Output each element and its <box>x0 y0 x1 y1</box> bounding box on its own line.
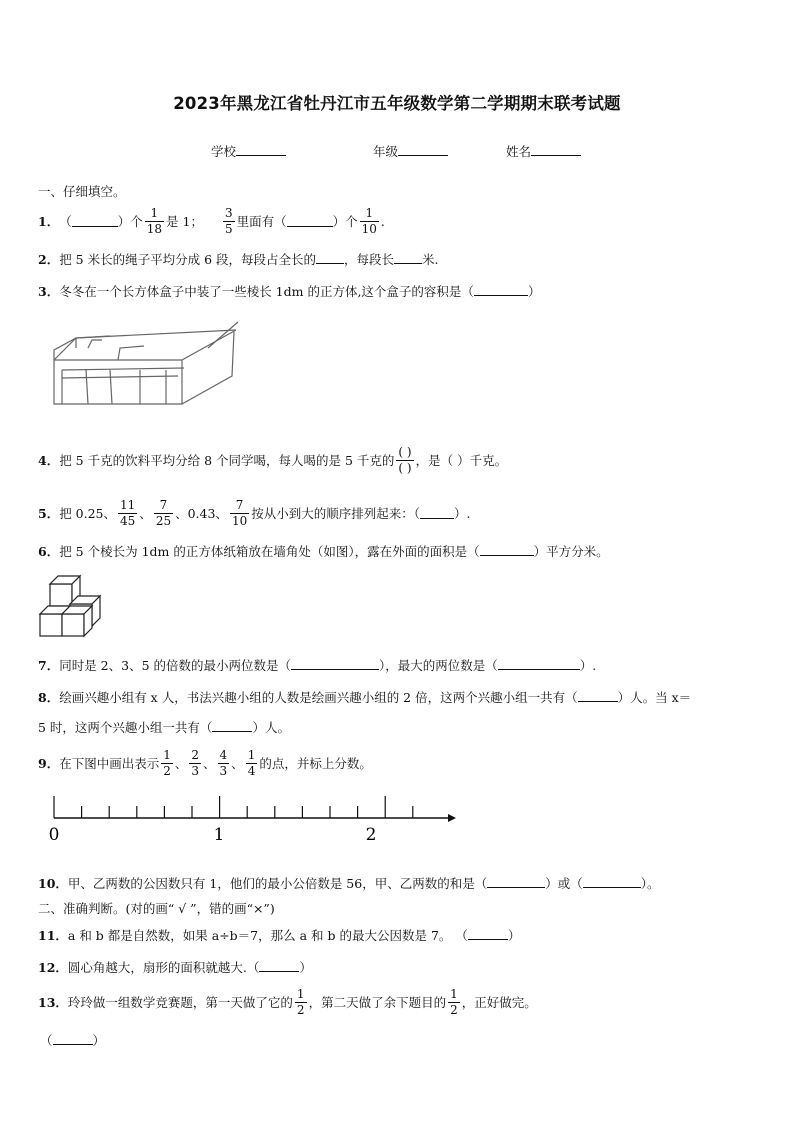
text: （ <box>59 214 72 229</box>
question-1: 1． （ ）个 $\frac{1}{18}$ 是 1； $\frac{3}{5}$ 里面有（ ）个 $\frac{1}{10}$ . <box>38 205 385 236</box>
question-9: 9． 在下图中画出表示 $\frac{1}{2}$ 、 $\frac{2}{3}$ 、 $\frac{4}{3}$ 、 $\frac{1}{4}$ 的点，并标上分数。 <box>38 747 372 778</box>
question-8 <box>38 688 691 706</box>
section-1-heading: 一、仔细填空。 <box>38 184 126 199</box>
text: 是 1； <box>166 214 203 229</box>
question-number: 9． <box>38 756 60 771</box>
text: 同时是 2、3、5 的倍数的最小两位数是（ <box>59 658 292 673</box>
text: ，每段长 <box>344 252 395 267</box>
grade-label: 年级 <box>373 144 399 159</box>
fraction: $\frac{1}{2}$ <box>450 986 458 1017</box>
text: 甲、乙两数的公因数只有 1，他们的最小公倍数是 56，甲、乙两数的和是（ <box>67 876 488 891</box>
text: 冬冬在一个长方体盒子中装了一些棱长 1dm 的正方体,这个盒子的容积是（ <box>59 284 474 299</box>
fraction: $\frac{4}{3}$ <box>219 747 228 778</box>
question-number: 13． <box>38 995 68 1010</box>
text: 里面有（ <box>236 214 287 229</box>
number-line-label-1: 1 <box>213 825 225 845</box>
question-7: 7．同时是 2、3、5 的倍数的最小两位数是（ ），最大的两位数是（ ）. <box>38 658 597 673</box>
fraction: $\frac{1}{4}$ <box>247 747 256 778</box>
question-number: 2． <box>38 252 60 267</box>
text: ，是（ ）千克。 <box>415 453 508 468</box>
text: ）或（ <box>545 876 583 891</box>
question-number: 7． <box>38 658 60 673</box>
text: ）人。 <box>252 720 290 735</box>
fraction-blank[interactable]: $\frac{( )}{( )}$ <box>398 444 412 475</box>
question-8-line-2 <box>38 718 290 736</box>
answer-blank[interactable] <box>583 876 641 888</box>
answer-blank[interactable] <box>287 215 333 227</box>
text: 把 5 千克的饮料平均分给 8 个同学喝，每人喝的是 5 千克的 <box>59 453 395 468</box>
answer-blank[interactable] <box>72 215 118 227</box>
cubes-figure <box>38 574 104 638</box>
answer-blank[interactable] <box>259 960 299 972</box>
question-number: 3． <box>38 284 60 299</box>
name-field <box>506 142 581 160</box>
answer-blank[interactable] <box>487 876 545 888</box>
fraction: $\frac{1}{2}$ <box>296 986 305 1017</box>
text: 把 5 个棱长为 1dm 的正方体纸箱放在墙角处（如图），露在外面的面积是（ <box>59 544 480 559</box>
answer-blank[interactable] <box>468 928 508 940</box>
question-3: 3．冬冬在一个长方体盒子中装了一些棱长 1dm 的正方体,这个盒子的容积是（ ） <box>38 284 541 299</box>
question-13-line-2: （ ） <box>40 1033 106 1048</box>
section-2-heading: 二、准确判断。(对的画“ √ ”，错的画“×”) <box>38 901 275 916</box>
name-blank[interactable] <box>531 143 581 156</box>
answer-blank[interactable] <box>480 544 534 556</box>
answer-blank[interactable] <box>578 690 618 702</box>
name-label: 姓名 <box>506 144 532 159</box>
fraction: $\frac{1}{18}$ <box>146 205 163 236</box>
question-4 <box>38 438 507 482</box>
question-number: 12． <box>38 960 68 975</box>
answer-blank[interactable] <box>53 1033 93 1045</box>
fraction: $\frac{7}{25}$ <box>155 497 172 528</box>
answer-blank[interactable] <box>498 658 580 670</box>
text: 把 0.25、 <box>59 506 117 521</box>
text: 玲玲做一组数学竞赛题，第一天做了它的 <box>67 995 293 1010</box>
text: 把 5 米长的绳子平均分成 6 段，每段占全长的 <box>59 252 317 267</box>
text: 在下图中画出表示 <box>59 756 160 771</box>
page-title: 2023年黑龙江省牡丹江市五年级数学第二学期期末联考试题 <box>173 94 621 113</box>
number-line-label-0: 0 <box>48 825 60 845</box>
question-5: 5． 把 0.25、 $\frac{11}{45}$ 、 $\frac{7}{25}$ 、0.43、 $\frac{7}{10}$ 按从小到大的顺序排列起来：（ ）. <box>38 497 471 528</box>
fraction: $\frac{11}{45}$ <box>120 497 136 528</box>
question-number: 5． <box>38 506 60 521</box>
question-13 <box>38 984 537 1020</box>
question-number: 10． <box>38 876 68 891</box>
question-number: 4． <box>38 453 60 468</box>
grade-field <box>373 142 448 160</box>
question-6: 6．把 5 个棱长为 1dm 的正方体纸箱放在墙角处（如图），露在外面的面积是（ ）平方分米。 <box>38 544 609 559</box>
question-number: 1． <box>38 214 60 229</box>
number-line <box>40 790 460 846</box>
text: 5 时，这两个兴趣小组一共有（ <box>38 720 213 735</box>
number-line-label-2: 2 <box>365 825 377 845</box>
answer-blank[interactable] <box>291 658 379 670</box>
fraction: $\frac{2}{3}$ <box>191 747 200 778</box>
question-11: 11．a 和 b 都是自然数，如果 a÷b＝7，那么 a 和 b 的最大公因数是 7。 （ ） <box>38 928 521 943</box>
fraction: $\frac{7}{10}$ <box>231 497 248 528</box>
school-field <box>211 142 286 160</box>
text: ）个 <box>332 214 358 229</box>
text: ，正好做完。 <box>461 995 537 1010</box>
question-2 <box>38 250 439 268</box>
question-10: 10．甲、乙两数的公因数只有 1，他们的最小公倍数是 56，甲、乙两数的和是（ ）或（ ）。 <box>38 876 660 891</box>
answer-blank[interactable] <box>394 252 422 264</box>
text: ）个 <box>117 214 143 229</box>
box-figure <box>48 318 244 410</box>
arrow-head-icon <box>448 814 456 822</box>
text: 米. <box>422 252 439 267</box>
question-number: 6． <box>38 544 60 559</box>
question-number: 8． <box>38 690 60 705</box>
school-label: 学校 <box>211 144 237 159</box>
text: 绘画兴趣小组有 x 人，书法兴趣小组的人数是绘画兴趣小组的 2 倍，这两个兴趣小组一共有（ <box>59 690 578 705</box>
answer-blank[interactable] <box>316 252 344 264</box>
fraction: $\frac{3}{5}$ <box>224 205 233 236</box>
text: ，第二天做了余下题目的 <box>308 995 447 1010</box>
answer-blank[interactable] <box>420 507 454 519</box>
text: a 和 b 都是自然数，如果 a÷b＝7，那么 a 和 b 的最大公因数是 7。 （ <box>67 928 468 943</box>
text: ）人。当 x＝ <box>617 690 692 705</box>
school-blank[interactable] <box>236 143 286 156</box>
grade-blank[interactable] <box>398 143 448 156</box>
question-12: 12．圆心角越大，扇形的面积就越大.（ ） <box>38 960 312 975</box>
fraction: $\frac{1}{2}$ <box>163 747 171 778</box>
text: 圆心角越大，扇形的面积就越大.（ <box>67 960 260 975</box>
text: ），最大的两位数是（ <box>379 658 498 673</box>
question-number: 11． <box>38 928 68 943</box>
answer-blank[interactable] <box>212 720 252 732</box>
fraction: $\frac{1}{10}$ <box>361 205 377 236</box>
answer-blank[interactable] <box>474 284 528 296</box>
text: 的点，并标上分数。 <box>259 756 372 771</box>
text: 按从小到大的顺序排列起来：（ <box>251 506 420 521</box>
